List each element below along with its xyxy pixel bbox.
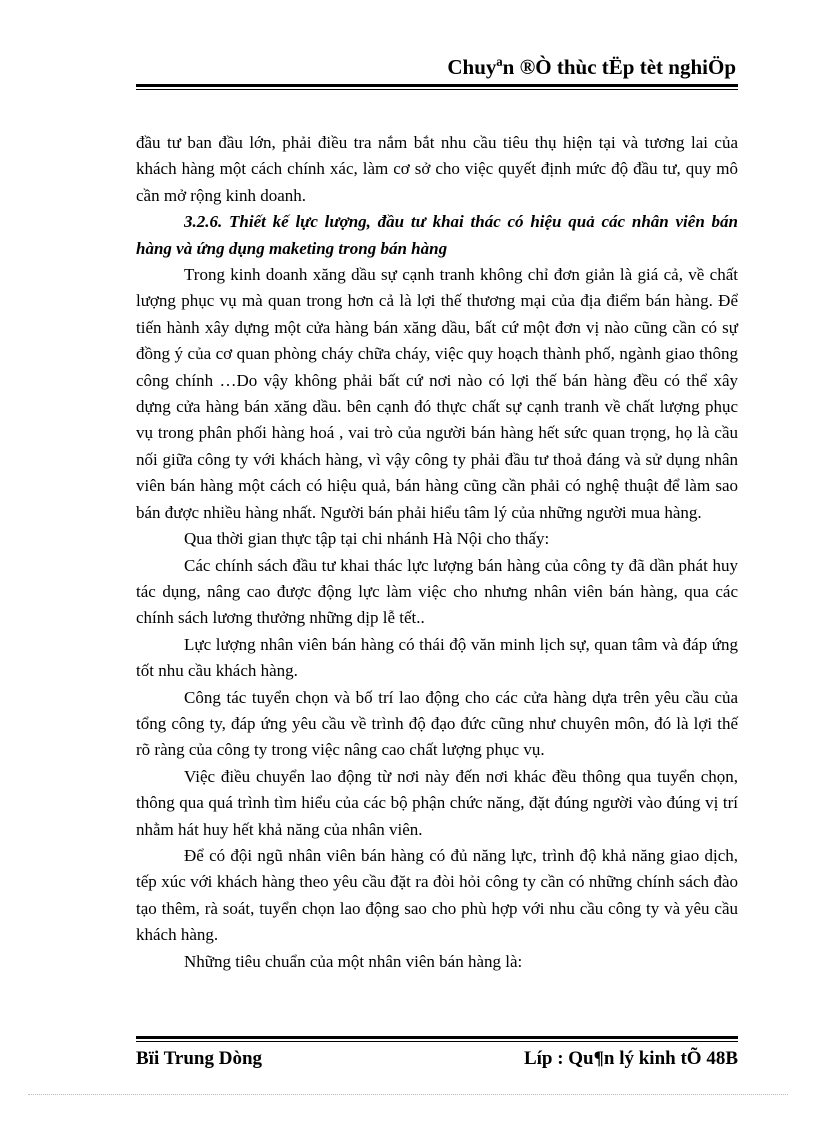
paragraph: Việc điều chuyển lao động từ nơi này đến nơi khác đều thông qua tuyển chọn, thông qua quá trình tìm hiểu của các bộ phận chức năng, đặt đúng người vào đúng vị trí nhằm hát huy hết khả năng của nhân viên. [136, 766, 738, 839]
document-body [136, 130, 738, 975]
footer-author: Bïi Trung Dòng [136, 1048, 263, 1069]
paragraph: Công tác tuyển chọn và bố trí lao động cho các cửa hàng dựa trên yêu cầu của tổng công ty, đáp ứng yêu cầu về trình độ đạo đức cũng như chuyên môn, đó là lợi thế rõ ràng của công ty trong việc nâng cao chất lượng phục vụ. [136, 687, 738, 760]
section-heading: 3.2.6. Thiết kế lực lượng, đầu tư khai thác có hiệu quả các nhân viên bán hàng và ứng dụng maketing trong bán hàng [136, 212, 738, 258]
header-title: Chuyªn ®Ò thùc tËp tèt nghiÖp [447, 55, 736, 79]
footer-class: Líp : Qu¶n lý kinh tÕ 48B [523, 1048, 738, 1069]
footer-rule-thin [136, 1041, 738, 1042]
paragraph: Trong kinh doanh xăng dầu sự cạnh tranh không chỉ đơn giản là giá cả, về chất lượng phục vụ mà quan trong hơn cả là lợi thế thương mại của địa điểm bán hàng. Để tiến hành xây dựng một cửa hàng bán xăng dầu, bất cứ một đơn vị nào cũng cần có sự đồng ý của cơ quan phòng cháy chữa cháy, việc quy hoạch thành phố, ngành giao thông công chính …Do vậy không phải bất cứ nơi nào có lợi thế bán hàng đều có thể xây dựng cửa hàng bán xăng dầu. bên cạnh đó thực chất sự cạnh tranh về chất lượng phục vụ trong phân phối hàng hoá , vai trò của người bán hàng hết sức quan trọng, họ là cầu nối giữa công ty với khách hàng, vì vậy công ty phải đầu tư thoả đáng và sử dụng nhân viên bán hàng một cách có hiệu quả, bán hàng cũng cần phải có nghệ thuật để làm sao bán được nhiều hàng nhất. Người bán phải hiểu tâm lý của những người mua hàng. [136, 265, 738, 522]
paragraph: Qua thời gian thực tập tại chi nhánh Hà Nội cho thấy: [184, 529, 550, 549]
page-bottom-border [28, 1094, 788, 1095]
paragraph: Lực lượng nhân viên bán hàng có thái độ văn minh lịch sự, quan tâm và đáp ứng tốt nhu cầu khách hàng. [136, 634, 738, 681]
header-rule [136, 84, 738, 87]
paragraph: Để có đội ngũ nhân viên bán hàng có đủ năng lực, trình độ khả năng giao dịch, tếp xúc với khách hàng theo yêu cầu đặt ra đòi hỏi công ty cần có những chính sách đào tạo thêm, rà soát, tuyển chọn lao động sao cho phù hợp với nhu cầu công ty và yêu cầu khách hàng. [136, 845, 738, 945]
paragraph: Những tiêu chuẩn của một nhân viên bán hàng là: [184, 951, 523, 971]
page-header [136, 55, 738, 85]
page-footer [136, 1036, 738, 1076]
footer-rule [136, 1036, 738, 1039]
paragraph: Các chính sách đầu tư khai thác lực lượng bán hàng của công ty đã dần phát huy tác dụng, nâng cao được động lực làm việc cho nhưng nhân viên bán hàng, qua các chính sách lương thưởng những dịp lễ tết.. [136, 555, 738, 628]
paragraph-continuation: đầu tư ban đầu lớn, phải điều tra nắm bắt nhu cầu tiêu thụ hiện tại và tương lai của khách hàng một cách chính xác, làm cơ sở cho việc quyết định mức độ đầu tư, quy mô cần mở rộng kinh doanh. [136, 133, 738, 205]
header-rule-thin [136, 89, 738, 90]
